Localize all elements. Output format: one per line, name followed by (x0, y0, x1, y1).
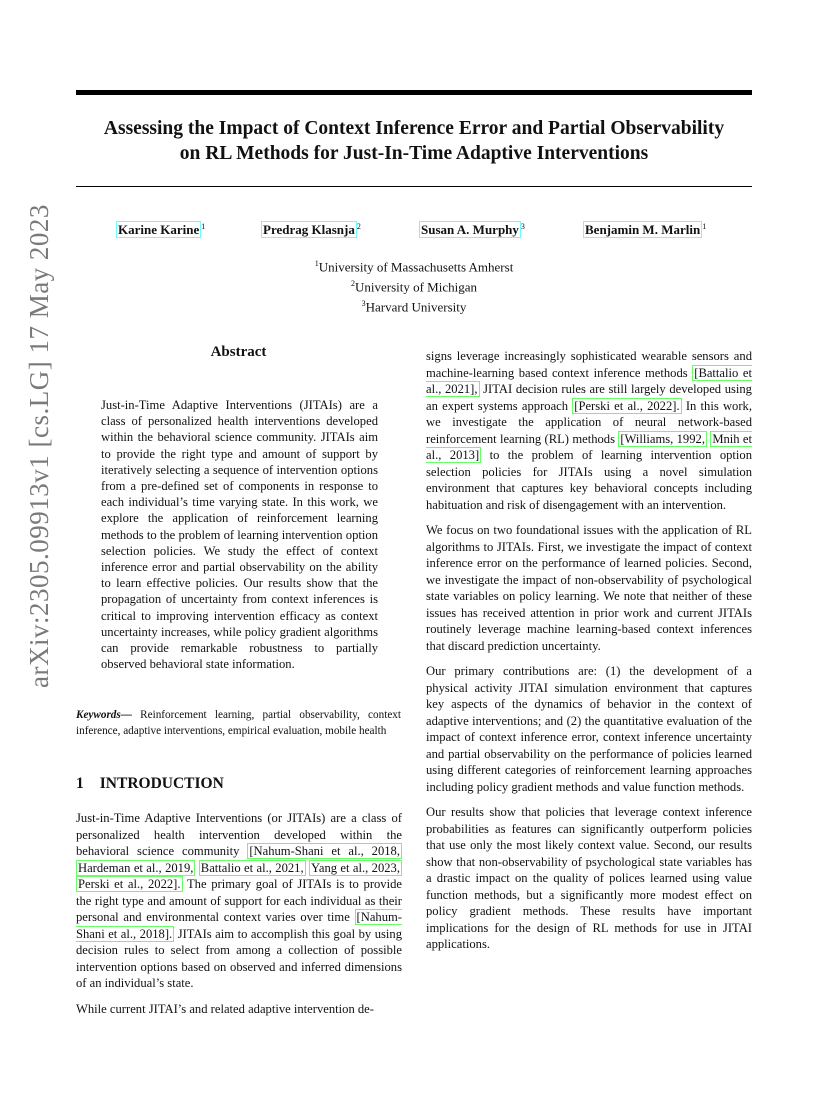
section-heading-introduction (76, 775, 224, 793)
abstract-text: Just-in-Time Adaptive Interventions (JITAIs) are a class of personalized health interventions developed within the behavioral science community. JITAIs aim to provide the right type and amount of support by iteratively selecting a sequence of intervention options from a pre-defined set of components in response to each individual’s time varying state. In this work, we explore the application of reinforcement learning methods to the problem of learning intervention option selection policies. We study the effect of context inference error and partial observability on the ability to learn effective policies. Our results show that the propagation of uncertainty from context inferences is critical to improving intervention efficacy as context uncertainty increases, while policy gradient algorithms can provide remarkable robustness to partially observed behavioral state information. (101, 398, 378, 672)
citation-link[interactable]: Yang et al., 2023, (311, 860, 400, 875)
intro-paragraph-1 (76, 810, 402, 992)
author-list (0, 222, 828, 242)
right-column-body (426, 348, 752, 962)
citation-link[interactable]: [Williams, 1992, (620, 431, 705, 446)
text-run: signs leverage increasingly sophisticated wearable sensors and machine-learning based context inference methods (426, 349, 752, 380)
title-bottom-rule (76, 186, 752, 187)
citation-link[interactable]: Hardeman et al., 2019, (78, 860, 194, 875)
citation-link[interactable]: Mnih et al., 2013] (426, 431, 753, 462)
abstract-heading: Abstract (210, 344, 267, 360)
affil-name: University of Massachusetts Amherst (318, 259, 514, 275)
author-3[interactable] (419, 222, 525, 238)
citation-link[interactable]: [Nahum-Shani et al., 2018]. (76, 910, 402, 941)
author-affil-sup: 3 (520, 222, 525, 231)
citation-link[interactable]: Battalio et al., 2021, (200, 860, 304, 875)
affil-sup: 2 (350, 278, 355, 288)
author-name[interactable]: Predrag Klasnja (263, 222, 355, 238)
intro-paragraph-2-cont (426, 348, 752, 513)
text-run: Just-in-Time Adaptive Interventions (or JITAIs) are a class of personalized health intervention developed within the behavioral science community (76, 811, 402, 858)
text-run: The primary goal of JITAIs is to provide the right type and amount of support for each individual as their personal and environmental context varies over time (76, 877, 402, 924)
affiliations (76, 256, 752, 315)
section-title: INTRODUCTION (99, 775, 224, 792)
citation-link[interactable]: [Battalio et al., 2021], (426, 365, 752, 396)
keywords-label: Keywords— (76, 709, 132, 721)
keywords-text: Reinforcement learning, partial observability, context inference, adaptive interventions, empirical evaluation, mobile health (76, 709, 401, 737)
affil-name: Harvard University (365, 298, 467, 314)
affiliation-3 (76, 296, 752, 316)
intro-paragraph-4: Our primary contributions are: (1) the development of a physical activity JITAI simulation environment that captures key aspects of the dynamics of behavior in the context of adaptive interventions; and (2) the quantitative evaluation of the impact of context inference error, context inference uncertainty and partial observability on the performance of policies learned using different categories of reinforcement learning approaches including policy gradient methods and value function methods. (426, 664, 752, 794)
affil-name: University of Michigan (354, 279, 478, 295)
author-2[interactable] (261, 222, 361, 238)
intro-paragraph-5: Our results show that policies that leverage context inference probabilities as features can significantly outperform policies that use only the most likely context value. Second, our results show that non-observability of psychological state variables has a drastic impact on the quality of polices learned using value function methods, but a significantly more modest effect on policy gradient methods. These results have important implications for the design of RL methods for use in JITAI applications. (426, 805, 752, 951)
intro-paragraph-2-start: While current JITAI’s and related adaptive intervention de- (76, 1001, 374, 1016)
author-1[interactable] (116, 222, 205, 238)
author-name[interactable]: Benjamin M. Marlin (585, 222, 701, 238)
text-run: JITAIs aim to accomplish this goal by using decision rules to select from among a collection of possible intervention options based on observed and inferred dimensions of an individual’s state. (76, 926, 402, 990)
author-affil-sup: 1 (201, 222, 206, 231)
section-number: 1 (76, 775, 84, 792)
title-top-rule (76, 90, 752, 95)
author-affil-sup: 1 (702, 222, 707, 231)
affil-sup: 3 (361, 298, 366, 308)
left-column-body (76, 810, 402, 1026)
author-4[interactable] (583, 222, 706, 238)
intro-paragraph-3: We focus on two foundational issues with the application of RL algorithms to JITAIs. First, we investigate the impact of context inference error on the performance of learned policies. Second, we investigate the impact of non-observability of psychological state variables on policy learning. We note that neither of these issues has received attention in prior work and current JITAIs routinely leverage machine learning-based context inferences that discard prediction uncertainty. (426, 523, 752, 653)
keywords (76, 708, 401, 739)
citation-link[interactable]: [Nahum-Shani et al., 2018, (249, 844, 400, 858)
text-run: JITAI decision rules are still largely developed using an expert systems approach (426, 382, 752, 413)
title-line-2: on RL Methods for Just-In-Time Adaptive Interventions (179, 143, 649, 164)
author-name[interactable]: Karine Karine (118, 222, 200, 238)
paper-title (76, 116, 752, 166)
author-affil-sup: 2 (356, 222, 361, 231)
text-run: to the problem of learning intervention option selection policies for JITAIs using a novel simulation environment that captures key behavioral concepts including habituation and risk of disengagement with an intervention. (426, 448, 753, 512)
arxiv-stamp: arXiv:2305.09913v1 [cs.LG] 17 May 2023 (24, 204, 54, 688)
text-run: In this work, we investigate the application of neural network-based reinforcement learning (RL) methods (426, 398, 752, 446)
citation-link[interactable]: Perski et al., 2022]. (78, 877, 181, 891)
author-name[interactable]: Susan A. Murphy (421, 222, 519, 238)
affiliation-1 (76, 256, 752, 276)
affil-sup: 1 (314, 259, 319, 268)
citation-link[interactable]: [Perski et al., 2022]. (574, 398, 680, 413)
title-line-1: Assessing the Impact of Context Inference Error and Partial Observability (103, 118, 725, 139)
affiliation-2 (76, 276, 752, 296)
